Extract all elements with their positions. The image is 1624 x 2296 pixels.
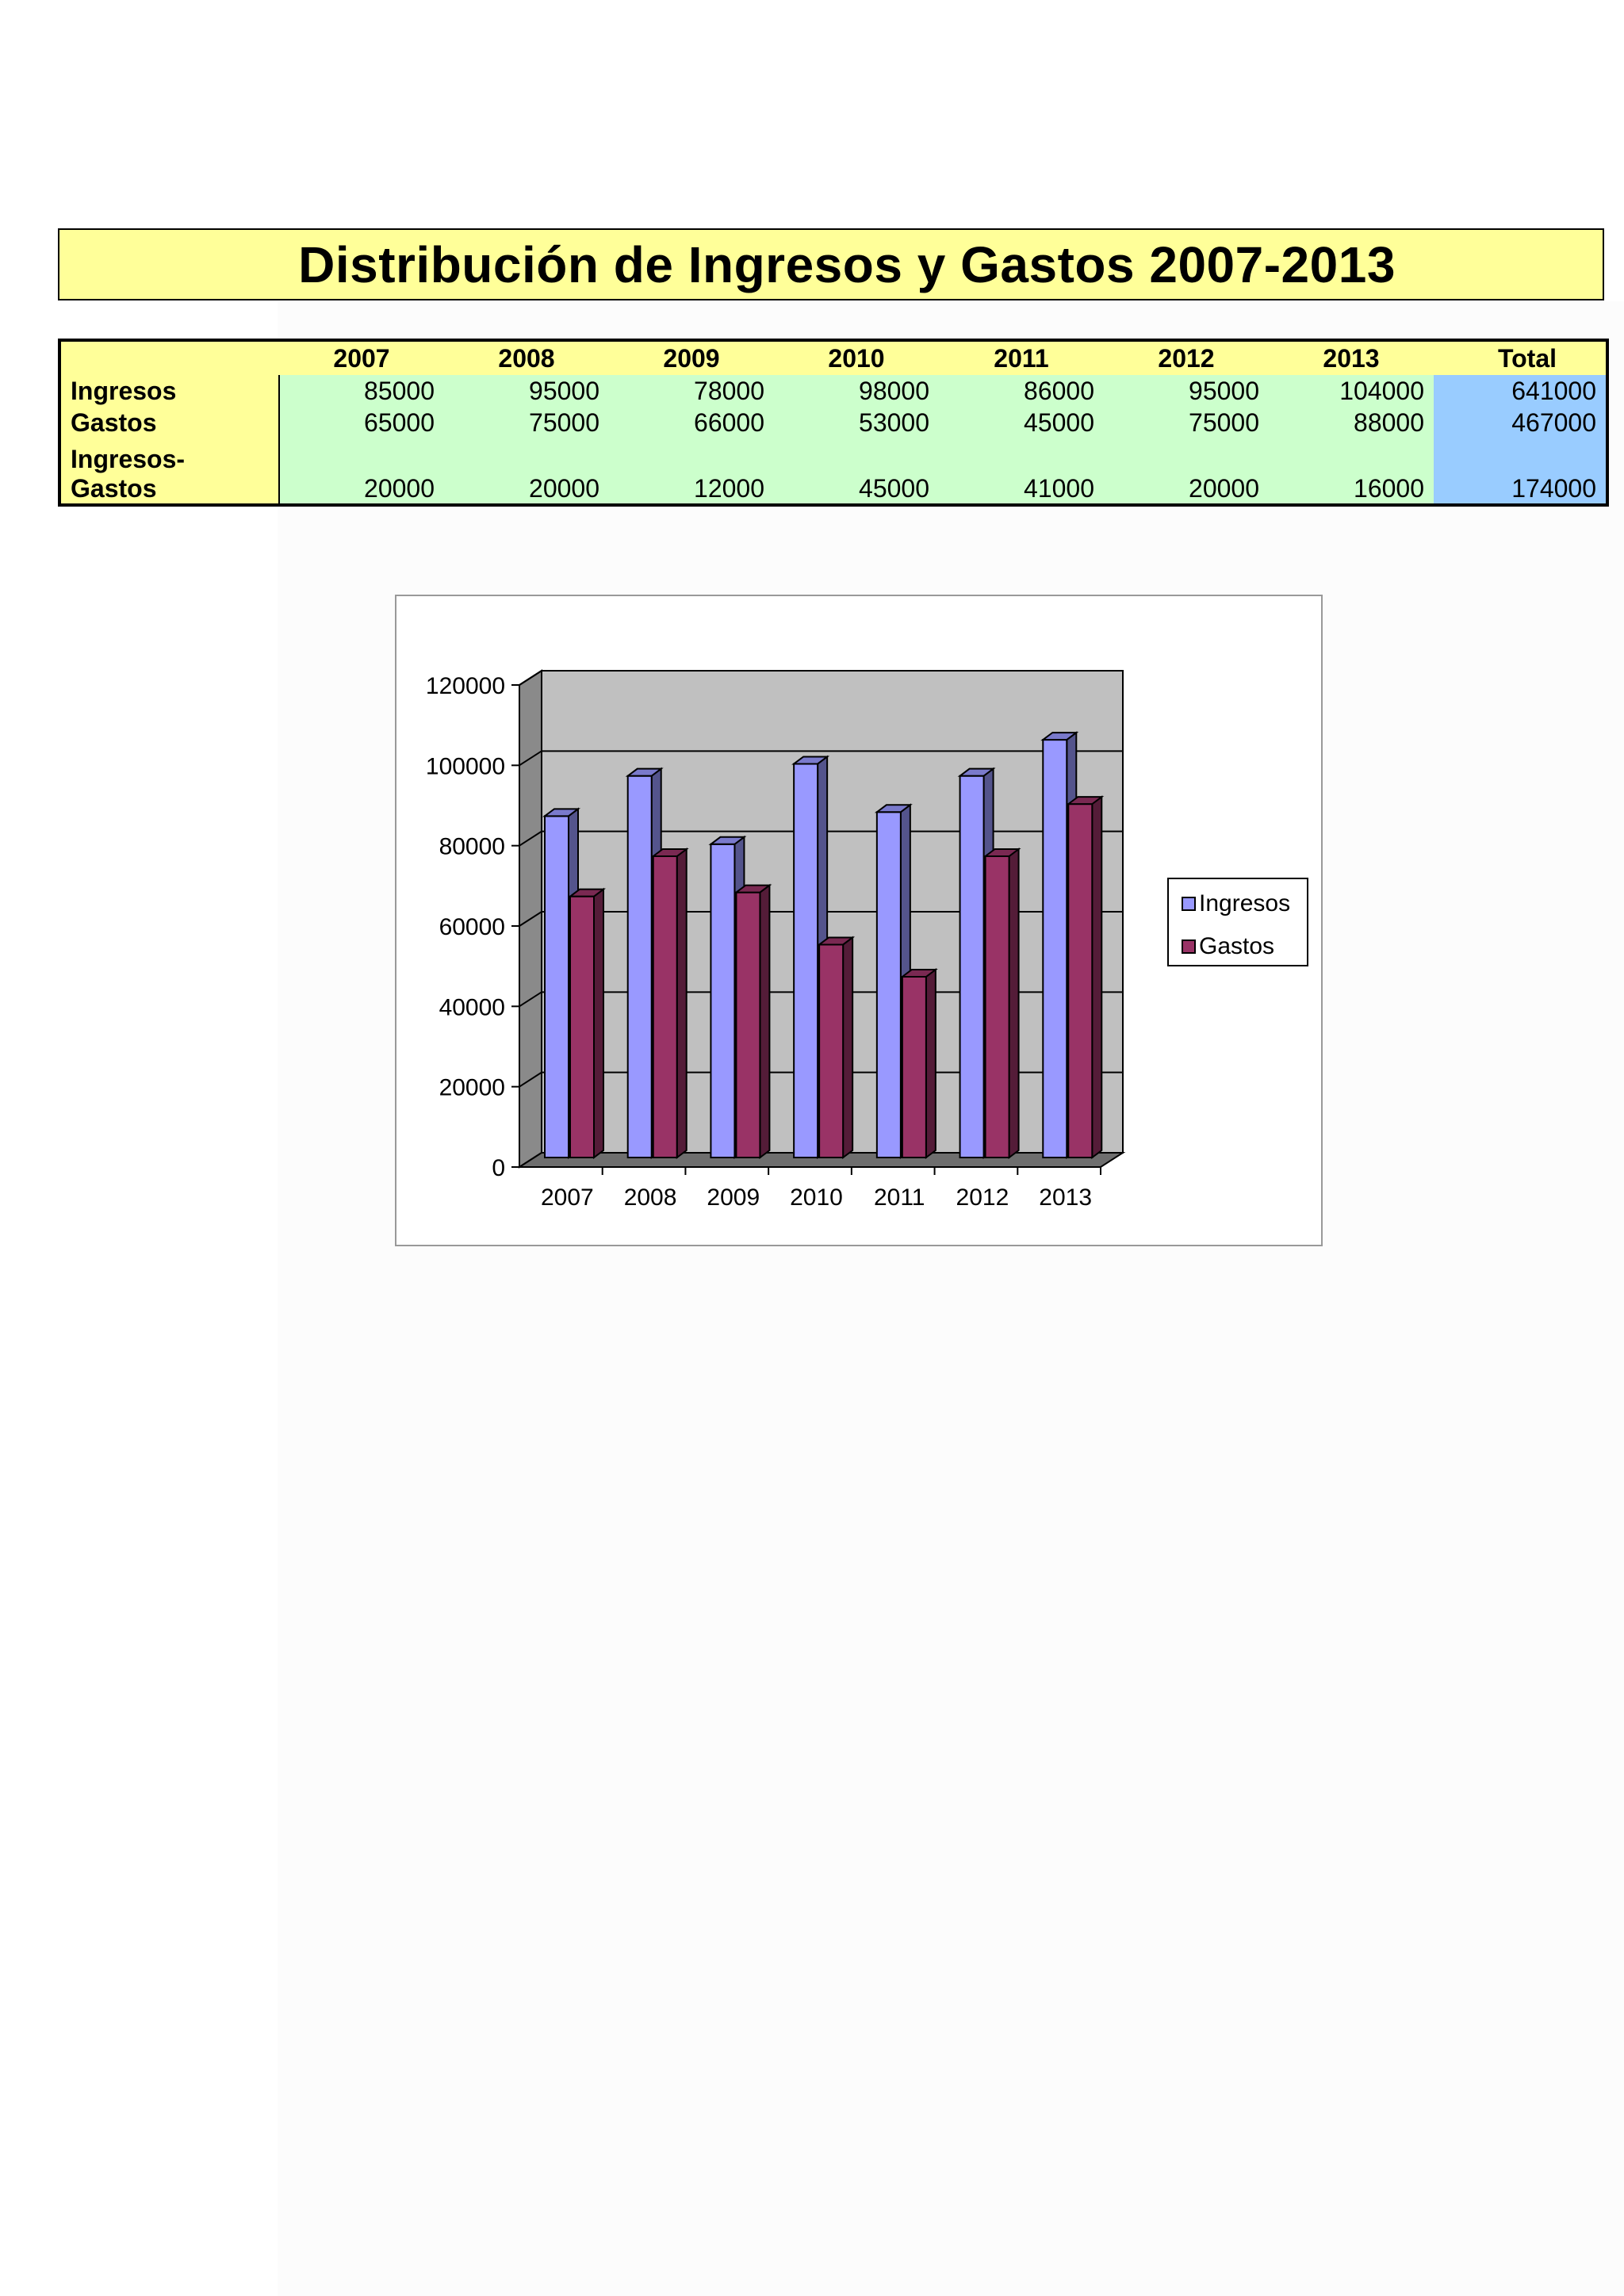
legend-item bbox=[1182, 933, 1274, 960]
legend-swatch-gastos bbox=[1182, 939, 1196, 954]
chart-frame bbox=[395, 595, 1323, 1246]
table-cell: 88000 bbox=[1269, 407, 1434, 438]
bar-side-gastos bbox=[1092, 797, 1101, 1158]
table-cell: 75000 bbox=[444, 407, 609, 438]
legend-label: Ingresos bbox=[1199, 890, 1291, 916]
bar-side-gastos bbox=[677, 849, 687, 1158]
bar-side-gastos bbox=[594, 890, 603, 1158]
legend-label: Gastos bbox=[1199, 933, 1275, 959]
legend-item bbox=[1182, 890, 1290, 917]
chart-legend bbox=[1167, 878, 1308, 966]
table-header-row bbox=[59, 340, 1607, 375]
table-cell: 16000 bbox=[1269, 438, 1434, 505]
bar-gastos bbox=[902, 977, 926, 1158]
header-total: Total bbox=[1434, 340, 1607, 375]
x-tick-label: 2012 bbox=[956, 1184, 1009, 1211]
table-cell: 78000 bbox=[609, 375, 774, 407]
table-row-ingresos bbox=[59, 375, 1607, 407]
header-year: 2009 bbox=[609, 340, 774, 375]
bar-side-gastos bbox=[1009, 849, 1019, 1158]
row-label: Gastos bbox=[59, 407, 279, 438]
table-cell: 104000 bbox=[1269, 375, 1434, 407]
table-row-ingresos-gastos bbox=[59, 438, 1607, 505]
table-cell: 20000 bbox=[279, 438, 444, 505]
legend-swatch-ingresos bbox=[1182, 897, 1196, 911]
header-year: 2008 bbox=[444, 340, 609, 375]
table-cell: 53000 bbox=[774, 407, 939, 438]
bar-gastos bbox=[653, 856, 677, 1158]
header-year: 2010 bbox=[774, 340, 939, 375]
y-tick-label: 20000 bbox=[439, 1074, 505, 1101]
table-cell: 86000 bbox=[939, 375, 1104, 407]
table-cell: 65000 bbox=[279, 407, 444, 438]
bar-gastos bbox=[986, 856, 1009, 1158]
header-year: 2011 bbox=[939, 340, 1104, 375]
table-cell: 20000 bbox=[444, 438, 609, 505]
total-cell: 467000 bbox=[1434, 407, 1607, 438]
y-tick-label: 80000 bbox=[439, 833, 505, 860]
table-cell: 95000 bbox=[444, 375, 609, 407]
x-tick-label: 2008 bbox=[623, 1184, 677, 1211]
bar-gastos bbox=[819, 944, 843, 1158]
bar-gastos bbox=[736, 893, 760, 1158]
header-corner bbox=[59, 340, 279, 375]
header-year: 2012 bbox=[1104, 340, 1269, 375]
bar-ingresos bbox=[628, 776, 652, 1158]
table-cell: 85000 bbox=[279, 375, 444, 407]
y-tick-label: 0 bbox=[492, 1155, 505, 1181]
x-tick-label: 2013 bbox=[1039, 1184, 1093, 1211]
bar-ingresos bbox=[960, 776, 984, 1158]
bar-side-gastos bbox=[760, 886, 769, 1158]
table-cell: 95000 bbox=[1104, 375, 1269, 407]
y-tick-label: 100000 bbox=[425, 753, 505, 780]
table-cell: 98000 bbox=[774, 375, 939, 407]
bar-gastos bbox=[1068, 804, 1092, 1158]
bar-ingresos bbox=[545, 816, 569, 1158]
bar-ingresos bbox=[710, 844, 734, 1158]
table-cell: 66000 bbox=[609, 407, 774, 438]
x-tick-label: 2009 bbox=[707, 1184, 760, 1211]
table-row-gastos bbox=[59, 407, 1607, 438]
row-label: Ingresos bbox=[59, 375, 279, 407]
table-cell: 75000 bbox=[1104, 407, 1269, 438]
table-cell: 41000 bbox=[939, 438, 1104, 505]
x-tick-label: 2010 bbox=[790, 1184, 843, 1211]
row-label-line: Gastos bbox=[71, 474, 157, 503]
page-title: Distribución de Ingresos y Gastos 2007-2013 bbox=[298, 235, 1396, 293]
bar-ingresos bbox=[794, 763, 818, 1158]
table-cell: 12000 bbox=[609, 438, 774, 505]
y-tick-label: 120000 bbox=[425, 673, 505, 699]
total-cell: 641000 bbox=[1434, 375, 1607, 407]
y-tick-label: 40000 bbox=[439, 994, 505, 1021]
table-cell: 20000 bbox=[1104, 438, 1269, 505]
row-label bbox=[59, 438, 279, 505]
bar-side-gastos bbox=[843, 937, 852, 1158]
bar-side-gastos bbox=[926, 970, 936, 1158]
bar-ingresos bbox=[1043, 740, 1067, 1158]
data-table bbox=[58, 339, 1609, 507]
header-year: 2013 bbox=[1269, 340, 1434, 375]
title-banner bbox=[58, 228, 1604, 300]
table-cell: 45000 bbox=[939, 407, 1104, 438]
y-tick-label: 60000 bbox=[439, 914, 505, 940]
table-cell: 45000 bbox=[774, 438, 939, 505]
x-tick-label: 2011 bbox=[873, 1184, 925, 1211]
total-cell: 174000 bbox=[1434, 438, 1607, 505]
header-year: 2007 bbox=[279, 340, 444, 375]
bar-gastos bbox=[570, 897, 594, 1158]
x-tick-label: 2007 bbox=[540, 1184, 594, 1211]
row-label-line: Ingresos- bbox=[71, 445, 186, 473]
bar-ingresos bbox=[877, 812, 901, 1158]
